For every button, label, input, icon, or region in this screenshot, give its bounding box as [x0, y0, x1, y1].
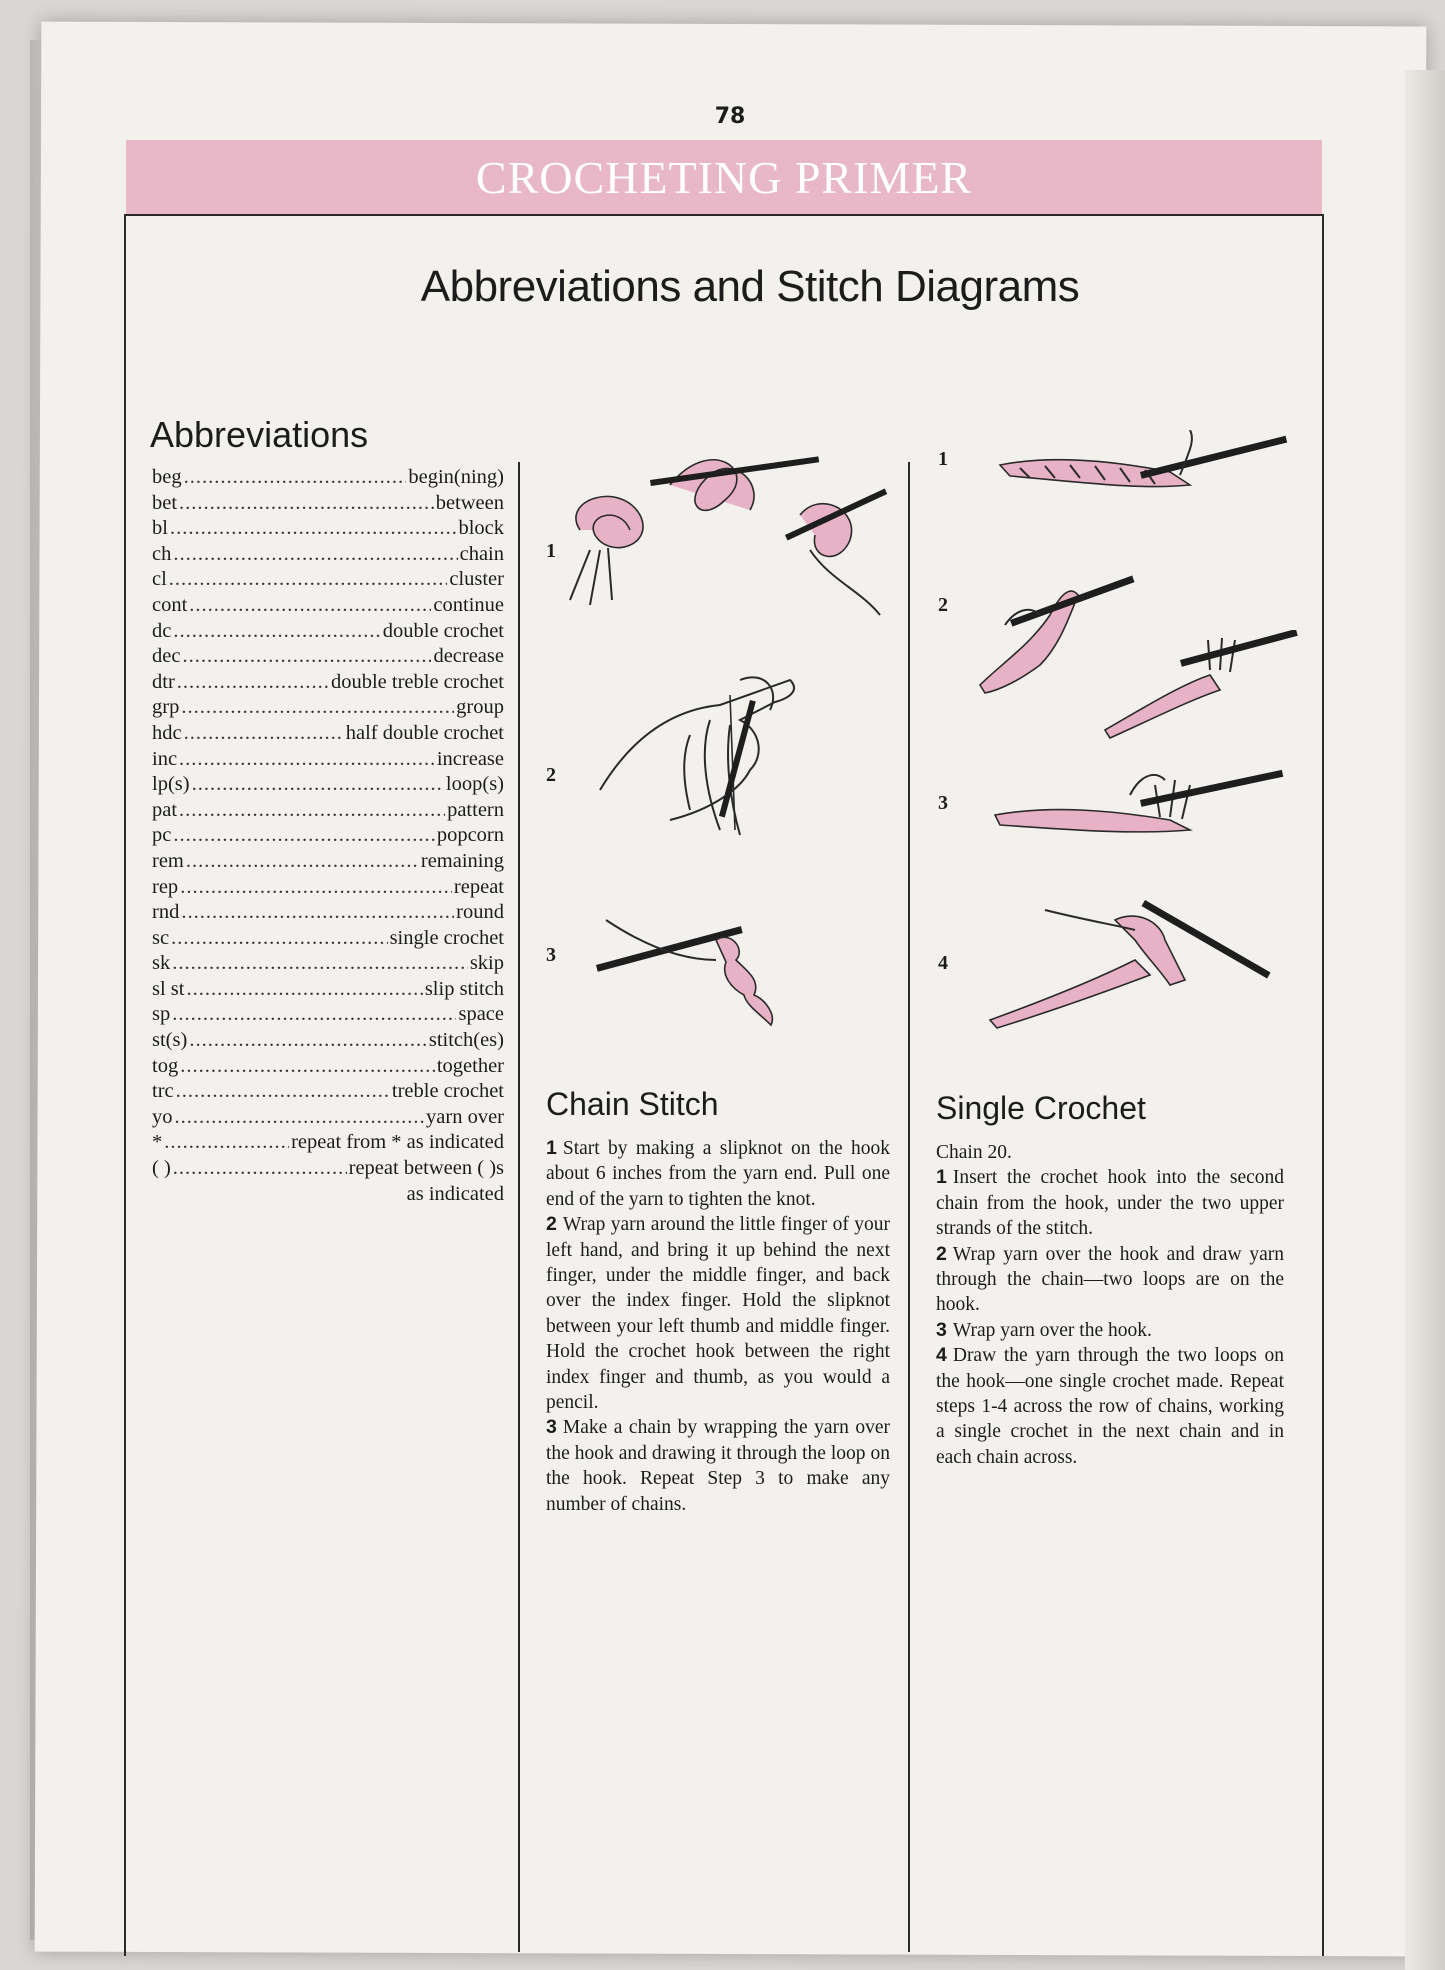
- abbreviation-row: [152, 773, 504, 799]
- single-crochet-diagram-4: [985, 880, 1295, 1030]
- abbreviation-key: rnd: [152, 901, 180, 924]
- step-text: Wrap yarn over the hook and draw yarn through the chain—two loops are on the hook.: [936, 1243, 1284, 1316]
- abbreviation-key: sk: [152, 952, 171, 975]
- dot-leader: [176, 1080, 390, 1103]
- dot-leader: [177, 671, 329, 694]
- abbreviation-meaning: double treble crochet: [330, 670, 504, 693]
- abbreviation-key: hdc: [152, 721, 182, 744]
- dot-leader: [169, 568, 448, 591]
- step-text: Wrap yarn over the hook.: [952, 1319, 1152, 1341]
- abbreviation-row: [152, 748, 504, 774]
- dot-leader: [173, 543, 457, 566]
- abbreviation-row: [152, 1157, 504, 1183]
- banner-title: CROCHETING PRIMER: [475, 151, 973, 203]
- step-number: 3: [546, 1416, 557, 1439]
- abbreviation-row: [152, 901, 504, 927]
- abbreviation-key: rem: [152, 849, 184, 872]
- chain-stitch-diagram-3: [596, 900, 796, 1030]
- abbreviation-key: *: [152, 1131, 163, 1154]
- abbreviation-meaning: double crochet: [382, 619, 504, 642]
- single-crochet-heading: Single Crochet: [936, 1090, 1146, 1126]
- dot-leader: [173, 824, 434, 847]
- abbreviation-meaning: popcorn: [436, 824, 504, 847]
- chain-stitch-diagram-1: [560, 440, 900, 630]
- abbreviation-meaning: group: [456, 696, 504, 719]
- chain-stitch-diagram-2-hand: [590, 660, 810, 850]
- abbreviation-meaning: round: [456, 901, 504, 924]
- instruction-step: [546, 1415, 890, 1517]
- abbreviation-row: [152, 1029, 504, 1055]
- abbreviations-heading: Abbreviations: [150, 414, 369, 455]
- abbreviation-meaning: increase: [436, 747, 504, 770]
- abbreviation-key: rep: [152, 875, 179, 898]
- abbreviation-row: [152, 1106, 504, 1132]
- column-rule-right: [908, 462, 910, 1952]
- abbreviation-row: [152, 1055, 504, 1081]
- dot-leader: [173, 620, 380, 643]
- dot-leader: [189, 1029, 427, 1052]
- chain-diagram-label-2: 2: [546, 764, 556, 786]
- abbreviation-meaning: pattern: [447, 798, 504, 821]
- step-number: 2: [936, 1242, 947, 1265]
- abbreviation-row: [152, 517, 504, 543]
- dot-leader: [186, 850, 419, 873]
- abbreviation-row: [152, 952, 504, 978]
- step-text: Start by making a slipknot on the hook about 6 inches from the yarn end. Pull one end of the yarn to tighten the knot.: [546, 1138, 890, 1210]
- abbreviation-key: sp: [152, 1003, 171, 1026]
- abbreviation-key: pat: [152, 798, 178, 821]
- instruction-step: [936, 1242, 1284, 1318]
- dot-leader: [171, 927, 388, 950]
- dot-leader: [170, 517, 457, 540]
- dot-leader: [192, 773, 444, 796]
- step-text: Wrap yarn around the little finger of your left hand, and bring it up behind the next finger, under the middle finger, and back over the index finger. Hold the slipknot between your left thumb and middle finger. Hold the crochet hook between the right index finger and thumb, as you would a pencil.: [546, 1214, 890, 1414]
- sc-diagram-label-3: 3: [938, 792, 948, 814]
- sc-diagram-label-2: 2: [938, 594, 948, 616]
- abbreviation-row: [152, 1003, 504, 1029]
- abbreviation-row: [152, 850, 504, 876]
- single-crochet-diagram-3: [990, 765, 1290, 855]
- abbreviation-row: [152, 927, 504, 953]
- abbreviation-row: [152, 722, 504, 748]
- dot-leader: [186, 978, 422, 1001]
- abbreviation-key: ch: [152, 542, 172, 565]
- abbreviation-meaning: slip stitch: [424, 977, 504, 1000]
- abbreviation-meaning: between: [435, 491, 504, 514]
- dot-leader: [184, 722, 344, 745]
- abbreviation-meaning: yarn over: [426, 1105, 504, 1128]
- abbreviation-meaning: decrease: [433, 645, 504, 668]
- abbreviation-key: tog: [152, 1054, 179, 1077]
- abbreviation-meaning: remaining: [420, 849, 504, 872]
- abbreviation-key: cont: [152, 593, 188, 616]
- dot-leader: [179, 799, 445, 822]
- abbreviation-key: bet: [152, 491, 178, 514]
- abbreviation-row: [152, 1131, 504, 1157]
- abbreviation-row: [152, 492, 504, 518]
- page-stack-edge: [1405, 70, 1445, 1970]
- abbreviation-meaning: repeat from * as indicated: [291, 1131, 504, 1154]
- step-text: Insert the crochet hook into the second chain from the hook, under the two upper strands of the stitch.: [936, 1167, 1284, 1240]
- dot-leader: [184, 466, 407, 489]
- abbreviation-meaning: continue: [433, 593, 504, 616]
- abbreviation-key: yo: [152, 1105, 173, 1128]
- abbreviation-meaning: repeat: [453, 875, 504, 898]
- abbreviation-row: [152, 620, 504, 646]
- single-crochet-diagram-2b: [1100, 630, 1300, 740]
- instruction-step: [546, 1212, 890, 1415]
- abbreviation-row: [152, 799, 504, 825]
- abbreviation-meaning: chain: [459, 542, 504, 565]
- step-text: Make a chain by wrapping the yarn over the hook and drawing it through the loop on the hook. Repeat Step 3 to make any number of chains.: [546, 1417, 890, 1515]
- dot-leader: [180, 876, 452, 899]
- abbreviation-row: [152, 824, 504, 850]
- abbreviation-key: dc: [152, 619, 172, 642]
- dot-leader: [189, 594, 431, 617]
- step-text: Draw the yarn through the two loops on the hook—one single crochet made. Repeat steps 1-4 across the row of chains, working a single crochet in the next chain and in each chain across.: [936, 1345, 1284, 1468]
- abbreviation-row: [152, 568, 504, 594]
- abbreviation-key: cl: [152, 568, 167, 591]
- abbreviation-row: [152, 978, 504, 1004]
- chain-diagram-label-1: 1: [546, 540, 556, 562]
- abbreviation-meaning: treble crochet: [391, 1080, 504, 1103]
- column-rule-left: [518, 462, 520, 1952]
- abbreviation-row: [152, 466, 504, 492]
- instruction-step: [936, 1343, 1284, 1470]
- chain-stitch-heading: Chain Stitch: [546, 1086, 719, 1122]
- abbreviation-meaning: single crochet: [389, 926, 504, 949]
- instruction-step: [936, 1318, 1284, 1343]
- dot-leader: [173, 1157, 347, 1180]
- sc-diagram-label-1: 1: [938, 448, 948, 470]
- abbreviation-row: [152, 671, 504, 697]
- abbreviation-key: trc: [152, 1080, 174, 1103]
- step-number: 3: [936, 1318, 947, 1341]
- chain-diagram-label-3: 3: [546, 944, 556, 966]
- abbreviation-meaning: cluster: [449, 568, 504, 591]
- dot-leader: [182, 645, 431, 668]
- dot-leader: [172, 952, 468, 975]
- abbreviation-meaning: loop(s): [445, 773, 504, 796]
- abbreviation-key: ( ): [152, 1157, 171, 1180]
- abbreviation-key: bl: [152, 517, 168, 540]
- section-banner: [126, 140, 1322, 214]
- abbreviation-row: [152, 594, 504, 620]
- dot-leader: [180, 1055, 435, 1078]
- single-crochet-diagram-1: [990, 430, 1300, 530]
- sc-diagram-label-4: 4: [938, 952, 948, 974]
- abbreviation-key: sc: [152, 926, 170, 949]
- dot-leader: [164, 1131, 289, 1154]
- single-crochet-instructions: [936, 1140, 1284, 1470]
- chain-stitch-instructions: [546, 1136, 890, 1517]
- dot-leader: [181, 901, 454, 924]
- step-number: 1: [546, 1137, 557, 1159]
- abbreviation-meaning: space: [458, 1003, 504, 1026]
- abbreviation-row: [152, 543, 504, 569]
- abbreviation-meaning: stitch(es): [428, 1029, 504, 1052]
- abbreviations-list: [152, 466, 504, 1208]
- abbreviation-meaning: together: [436, 1054, 504, 1077]
- dot-leader: [172, 1003, 456, 1026]
- step-number: 1: [936, 1166, 947, 1189]
- single-crochet-intro: Chain 20.: [936, 1142, 1012, 1163]
- abbreviation-meaning: block: [458, 517, 504, 540]
- abbreviation-row: [152, 876, 504, 902]
- dot-leader: [175, 1106, 425, 1129]
- dot-leader: [179, 492, 434, 515]
- page-number: 78: [714, 104, 746, 129]
- instruction-step: [936, 1165, 1284, 1241]
- abbreviation-row: [152, 1080, 504, 1106]
- abbreviation-key: dtr: [152, 670, 175, 693]
- abbreviation-key: st(s): [152, 1029, 188, 1052]
- abbreviation-key: beg: [152, 466, 182, 488]
- abbreviation-key: grp: [152, 696, 180, 719]
- abbreviation-continuation: as indicated: [406, 1182, 504, 1205]
- abbreviation-key: sl st: [152, 977, 185, 1000]
- step-number: 4: [936, 1344, 947, 1367]
- abbreviation-key: inc: [152, 747, 178, 770]
- abbreviation-meaning: skip: [469, 952, 504, 975]
- abbreviation-row: [152, 696, 504, 722]
- abbreviation-meaning: repeat between ( )s: [348, 1157, 504, 1180]
- abbreviation-key: dec: [152, 645, 181, 668]
- abbreviation-key: pc: [152, 824, 172, 847]
- abbreviation-meaning: begin(ning): [408, 466, 504, 488]
- abbreviation-key: lp(s): [152, 773, 190, 796]
- step-number: 2: [546, 1213, 557, 1236]
- instruction-step: [546, 1136, 890, 1212]
- dot-leader: [179, 748, 435, 771]
- page-title: Abbreviations and Stitch Diagrams: [420, 262, 1080, 311]
- abbreviation-row: [152, 645, 504, 671]
- abbreviation-meaning: half double crochet: [345, 721, 504, 744]
- dot-leader: [181, 696, 454, 719]
